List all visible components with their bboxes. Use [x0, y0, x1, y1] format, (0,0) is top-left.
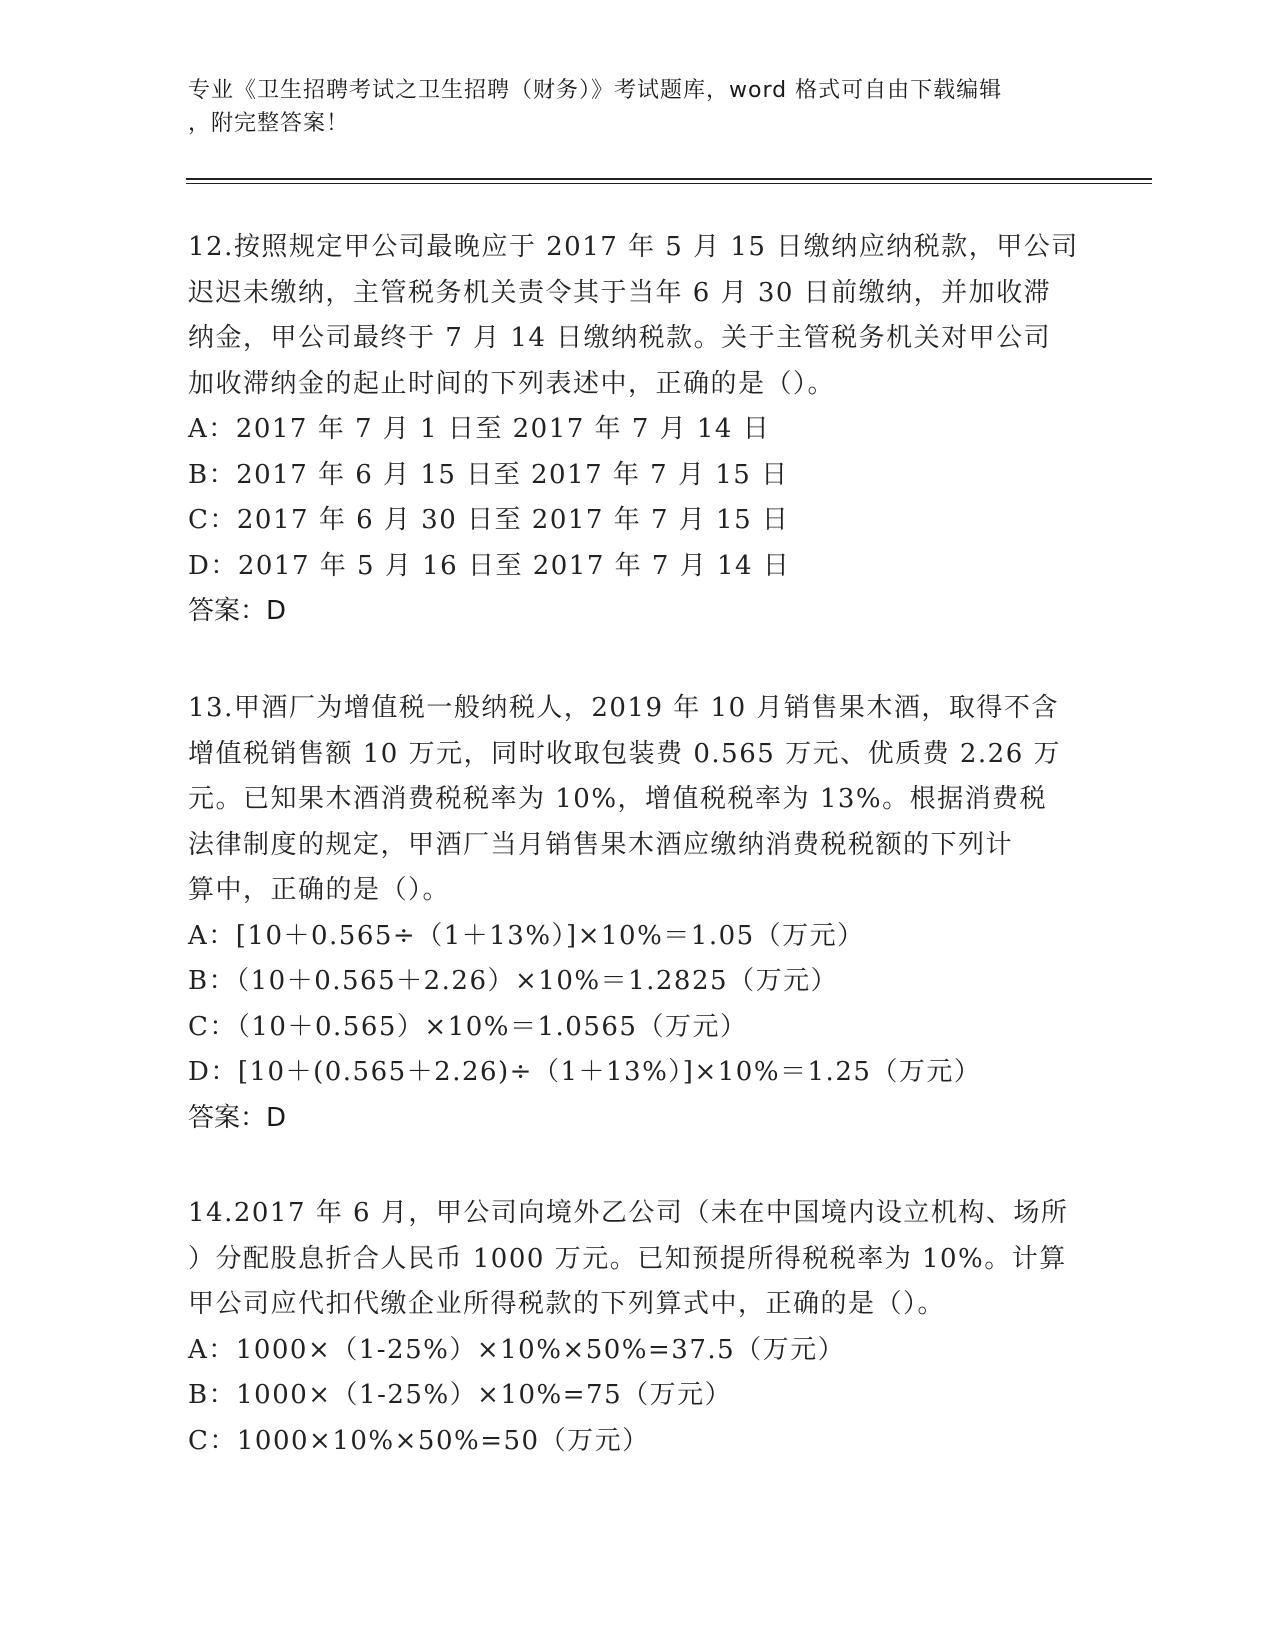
- question-stem-line: 元。已知果木酒消费税税率为 10%，增值税税率为 13%。根据消费税: [188, 784, 1048, 814]
- option-d: D：2017 年 5 月 16 日至 2017 年 7 月 14 日: [188, 550, 791, 581]
- question-stem-line: 算中，正确的是（）。: [188, 875, 451, 905]
- option-a: A：[10＋0.565÷（1＋13%）]×10%＝1.05（万元）: [188, 920, 865, 951]
- question-stem-line: 14.2017 年 6 月，甲公司向境外乙公司（未在中国境内设立机构、场所: [188, 1198, 1069, 1228]
- question-stem-line: 13.甲酒厂为增值税一般纳税人，2019 年 10 月销售果木酒，取得不含: [188, 693, 1059, 723]
- document-header: [188, 74, 1088, 140]
- question-stem-line: 增值税销售额 10 万元，同时收取包装费 0.565 万元、优质费 2.26 万: [188, 738, 1061, 769]
- question-12: [188, 225, 1088, 635]
- option-b: B：（10＋0.565＋2.26）×10%＝1.2825（万元）: [188, 966, 839, 996]
- option-a: A：2017 年 7 月 1 日至 2017 年 7 月 14 日: [188, 414, 771, 444]
- header-line-2: ，附完整答案！: [188, 111, 350, 136]
- question-stem-line: 法律制度的规定，甲酒厂当月销售果木酒应缴纳消费税税额的下列计: [188, 829, 1014, 860]
- question-14: [188, 1191, 1088, 1464]
- question-13: [188, 686, 1088, 1141]
- header-divider-thick: [186, 178, 1152, 180]
- option-c: C：2017 年 6 月 30 日至 2017 年 7 月 15 日: [188, 505, 790, 535]
- option-d: D：[10＋(0.565＋2.26)÷（1＋13%）]×10%＝1.25（万元）: [188, 1057, 982, 1087]
- option-c: C：1000×10%×50%=50（万元）: [188, 1425, 650, 1456]
- question-stem-line: 12.按照规定甲公司最晚应于 2017 年 5 月 15 日缴纳应纳税款，甲公司: [188, 232, 1079, 262]
- question-stem-line: 甲公司应代扣代缴企业所得税款的下列算式中，正确的是（）。: [188, 1289, 946, 1319]
- option-b: B：2017 年 6 月 15 日至 2017 年 7 月 15 日: [188, 459, 789, 490]
- header-divider-thin: [186, 183, 1152, 184]
- question-stem-line: 纳金，甲公司最终于 7 月 14 日缴纳税款。关于主管税务机关对甲公司: [188, 323, 1052, 353]
- option-c: C：（10＋0.565）×10%＝1.0565（万元）: [188, 1011, 748, 1042]
- question-stem-line: 迟迟未缴纳，主管税务机关责令其于当年 6 月 30 日前缴纳，并加收滞: [188, 277, 1052, 308]
- header-line-1: 专业《卫生招聘考试之卫生招聘（财务）》考试题库，word 格式可自由下载编辑: [188, 78, 1003, 103]
- option-b: B：1000×（1-25%）×10%=75（万元）: [188, 1380, 733, 1410]
- answer-label: 答案：D: [188, 1102, 287, 1133]
- question-stem-line: 加收滞纳金的起止时间的下列表述中，正确的是（）。: [188, 368, 836, 399]
- question-stem-line: ）分配股息折合人民币 1000 万元。已知预提所得税税率为 10%。计算: [188, 1243, 1067, 1274]
- option-a: A：1000×（1-25%）×10%×50%=37.5（万元）: [188, 1334, 846, 1365]
- answer-label: 答案：D: [188, 596, 287, 626]
